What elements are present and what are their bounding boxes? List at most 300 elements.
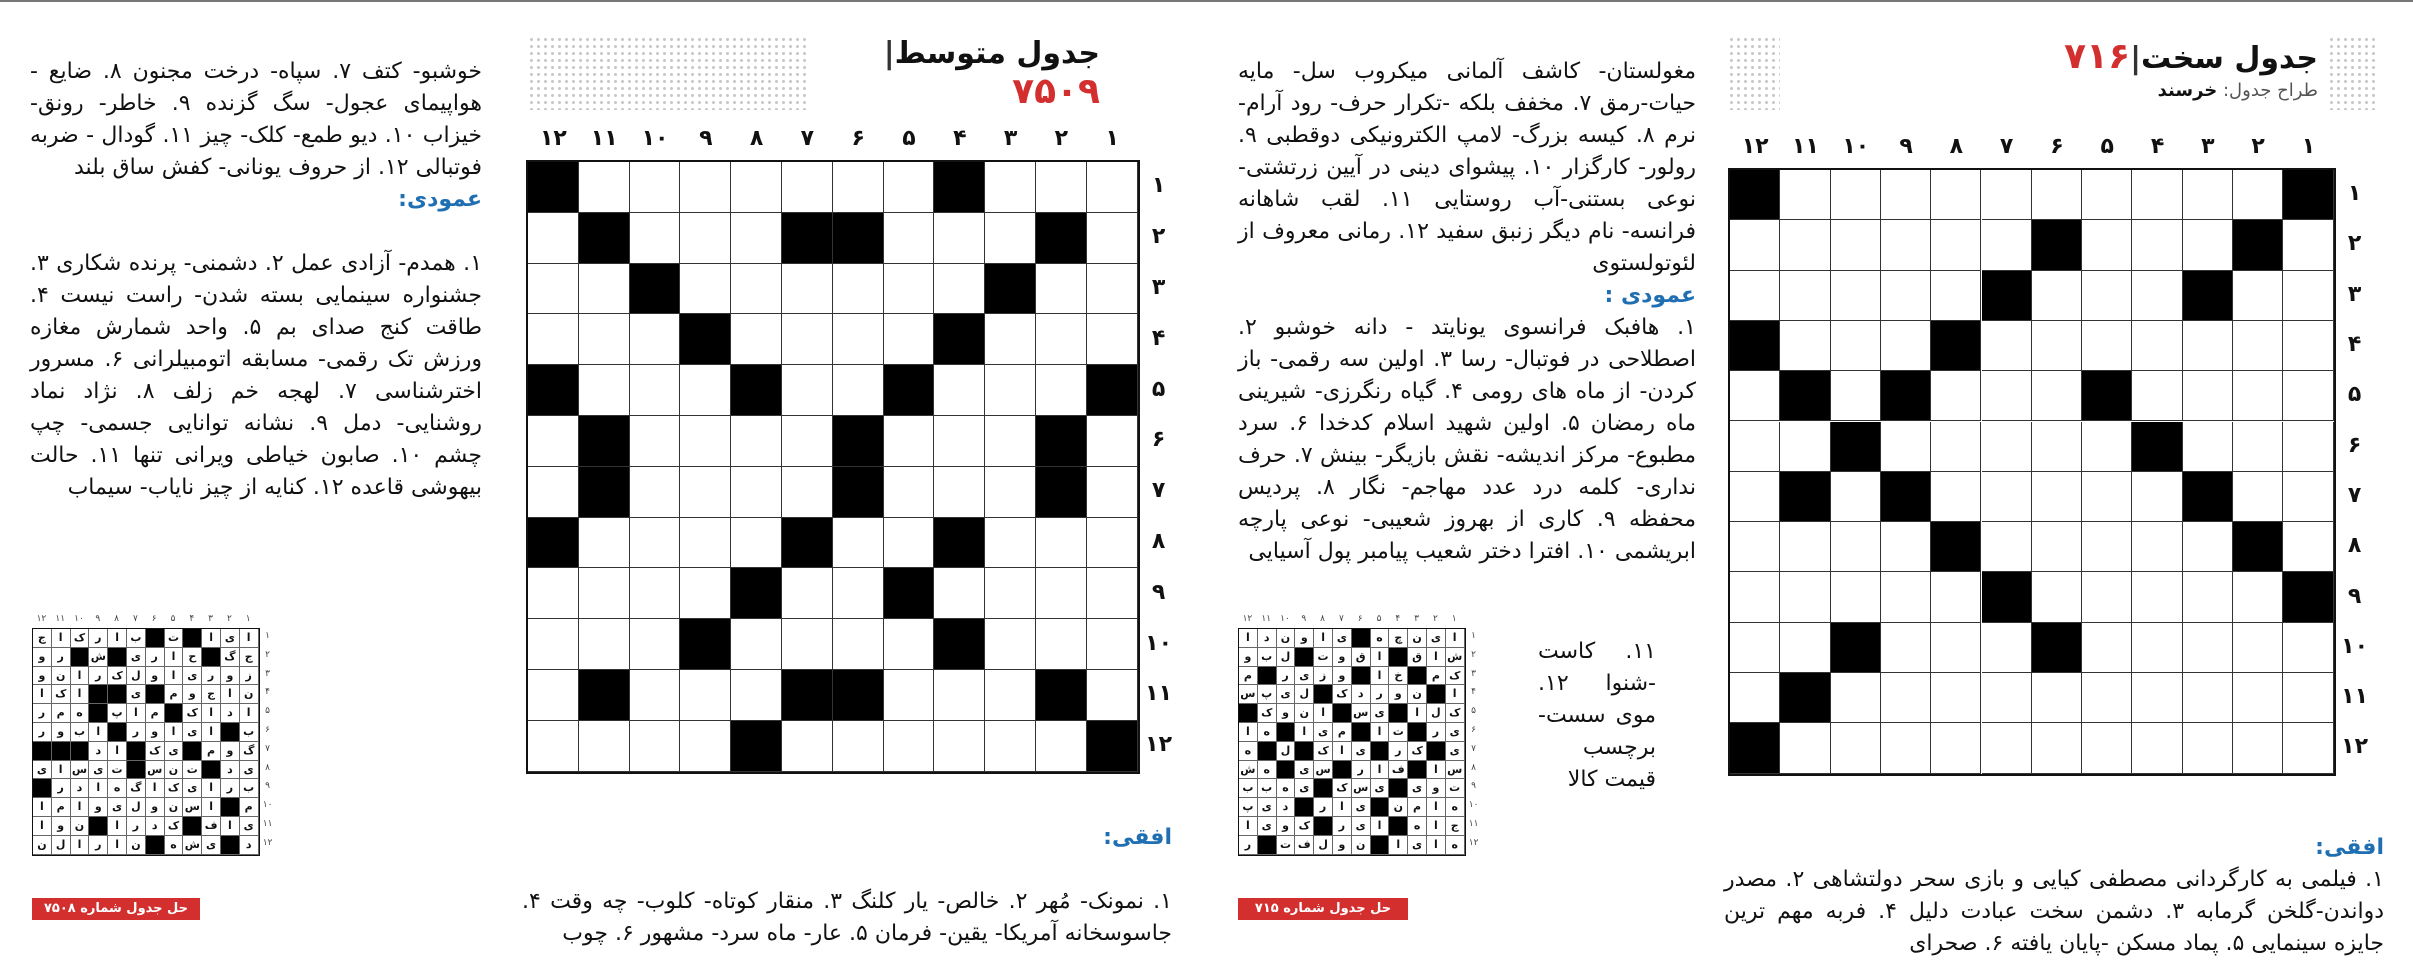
- empty-cell[interactable]: [2132, 472, 2182, 522]
- empty-cell[interactable]: [1087, 264, 1138, 315]
- solution-letter: ی: [202, 836, 221, 855]
- empty-cell[interactable]: [2132, 170, 2182, 220]
- sol_715-grid: [1238, 628, 1466, 856]
- empty-cell[interactable]: [1730, 472, 1780, 522]
- medium-continued-clues: [30, 24, 482, 504]
- medium-title-dots: [528, 36, 808, 110]
- solution-letter: ن: [240, 685, 259, 704]
- empty-cell[interactable]: [630, 670, 681, 721]
- empty-cell[interactable]: [1780, 723, 1830, 773]
- solution-black-cell: [221, 836, 240, 855]
- empty-cell[interactable]: [934, 264, 985, 315]
- empty-cell[interactable]: [2283, 422, 2333, 472]
- empty-cell[interactable]: [985, 568, 1036, 619]
- empty-cell[interactable]: [630, 213, 681, 264]
- empty-cell[interactable]: [2082, 271, 2132, 321]
- solution-letter: ر: [1352, 761, 1371, 780]
- empty-cell[interactable]: [731, 619, 782, 670]
- empty-cell[interactable]: [884, 619, 935, 670]
- empty-cell[interactable]: [1982, 321, 2032, 371]
- empty-cell[interactable]: [630, 568, 681, 619]
- solution-black-cell: [1408, 761, 1427, 780]
- empty-cell[interactable]: [1982, 220, 2032, 270]
- empty-cell[interactable]: [1982, 673, 2032, 723]
- empty-cell[interactable]: [1036, 264, 1087, 315]
- empty-cell[interactable]: [985, 162, 1036, 213]
- solution-letter: و: [1239, 648, 1258, 667]
- empty-cell[interactable]: [680, 518, 731, 569]
- empty-cell[interactable]: [1881, 572, 1931, 622]
- empty-cell[interactable]: [2082, 723, 2132, 773]
- empty-cell[interactable]: [2183, 723, 2233, 773]
- empty-cell[interactable]: [2233, 623, 2283, 673]
- solution-letter: ج: [240, 648, 259, 667]
- empty-cell[interactable]: [884, 162, 935, 213]
- empty-cell[interactable]: [782, 365, 833, 416]
- empty-cell[interactable]: [731, 518, 782, 569]
- empty-cell[interactable]: [2183, 623, 2233, 673]
- empty-cell[interactable]: [782, 467, 833, 518]
- empty-cell[interactable]: [731, 314, 782, 365]
- solution-letter: ا: [165, 648, 184, 667]
- empty-cell[interactable]: [833, 314, 884, 365]
- solution-black-cell: [183, 629, 202, 648]
- solution-letter: د: [240, 836, 259, 855]
- empty-cell[interactable]: [985, 619, 1036, 670]
- empty-cell[interactable]: [1881, 422, 1931, 472]
- empty-cell[interactable]: [1780, 220, 1830, 270]
- solution-column-number: ۱۲: [36, 614, 47, 624]
- empty-cell[interactable]: [630, 314, 681, 365]
- empty-cell[interactable]: [2132, 623, 2182, 673]
- solution-letter: ی: [1295, 779, 1314, 798]
- empty-cell[interactable]: [782, 721, 833, 772]
- empty-cell[interactable]: [2283, 321, 2333, 371]
- empty-cell[interactable]: [2082, 422, 2132, 472]
- empty-cell[interactable]: [1931, 723, 1981, 773]
- solution-black-cell: [1352, 629, 1371, 648]
- empty-cell[interactable]: [884, 721, 935, 772]
- empty-cell[interactable]: [1931, 170, 1981, 220]
- row-number: ۱۱: [2341, 684, 2369, 710]
- solution-letter: ر: [1427, 723, 1446, 742]
- empty-cell[interactable]: [2082, 321, 2132, 371]
- empty-cell[interactable]: [2233, 271, 2283, 321]
- column-number: ۱: [2301, 134, 2316, 159]
- empty-cell[interactable]: [2082, 623, 2132, 673]
- solution-letter: ی: [1295, 761, 1314, 780]
- empty-cell[interactable]: [934, 721, 985, 772]
- empty-cell[interactable]: [985, 314, 1036, 365]
- empty-cell[interactable]: [2132, 522, 2182, 572]
- empty-cell[interactable]: [680, 162, 731, 213]
- empty-cell[interactable]: [2183, 170, 2233, 220]
- empty-cell[interactable]: [1831, 472, 1881, 522]
- empty-cell[interactable]: [1931, 371, 1981, 421]
- empty-cell[interactable]: [1730, 673, 1780, 723]
- column-number: ۱۱: [1792, 134, 1819, 159]
- empty-cell[interactable]: [1730, 522, 1780, 572]
- empty-cell[interactable]: [2082, 673, 2132, 723]
- empty-cell[interactable]: [630, 518, 681, 569]
- empty-cell[interactable]: [985, 365, 1036, 416]
- empty-cell[interactable]: [579, 721, 630, 772]
- empty-cell[interactable]: [1036, 314, 1087, 365]
- empty-cell[interactable]: [2183, 673, 2233, 723]
- empty-cell[interactable]: [630, 365, 681, 416]
- column-number: ۳: [2201, 134, 2215, 159]
- empty-cell[interactable]: [1831, 522, 1881, 572]
- solution-black-cell: [221, 723, 240, 742]
- empty-cell[interactable]: [1036, 619, 1087, 670]
- empty-cell[interactable]: [1881, 321, 1931, 371]
- empty-cell[interactable]: [934, 365, 985, 416]
- solution-letter: ن: [71, 817, 90, 836]
- empty-cell[interactable]: [2283, 220, 2333, 270]
- empty-cell[interactable]: [579, 264, 630, 315]
- empty-cell[interactable]: [1881, 271, 1931, 321]
- empty-cell[interactable]: [2032, 170, 2082, 220]
- empty-cell[interactable]: [630, 162, 681, 213]
- empty-cell[interactable]: [1982, 623, 2032, 673]
- empty-cell[interactable]: [630, 619, 681, 670]
- empty-cell[interactable]: [2132, 220, 2182, 270]
- empty-cell[interactable]: [1036, 568, 1087, 619]
- empty-cell[interactable]: [2283, 723, 2333, 773]
- empty-cell[interactable]: [1087, 314, 1138, 365]
- empty-cell[interactable]: [985, 213, 1036, 264]
- empty-cell[interactable]: [833, 721, 884, 772]
- empty-cell[interactable]: [528, 264, 579, 315]
- empty-cell[interactable]: [985, 416, 1036, 467]
- empty-cell[interactable]: [1982, 170, 2032, 220]
- solution-letter: ب: [1258, 779, 1277, 798]
- empty-cell[interactable]: [680, 264, 731, 315]
- solution-letter: ی: [240, 761, 259, 780]
- empty-cell[interactable]: [1831, 572, 1881, 622]
- solution-letter: ی: [33, 761, 52, 780]
- empty-cell[interactable]: [1730, 623, 1780, 673]
- empty-cell[interactable]: [782, 568, 833, 619]
- empty-cell[interactable]: [1036, 365, 1087, 416]
- empty-cell[interactable]: [2032, 371, 2082, 421]
- empty-cell[interactable]: [731, 670, 782, 721]
- empty-cell[interactable]: [1881, 623, 1931, 673]
- solution-column-number: ۸: [1320, 614, 1325, 624]
- empty-cell[interactable]: [630, 721, 681, 772]
- empty-cell[interactable]: [528, 213, 579, 264]
- empty-cell[interactable]: [2132, 321, 2182, 371]
- solution-column-number: ۲: [1432, 614, 1438, 624]
- empty-cell[interactable]: [1831, 170, 1881, 220]
- empty-cell[interactable]: [2233, 673, 2283, 723]
- empty-cell[interactable]: [884, 416, 935, 467]
- solution-letter: ر: [1333, 817, 1352, 836]
- solution-letter: ا: [89, 723, 108, 742]
- empty-cell[interactable]: [1881, 673, 1931, 723]
- empty-cell[interactable]: [2082, 170, 2132, 220]
- column-number: ۴: [953, 126, 967, 151]
- empty-cell[interactable]: [1982, 723, 2032, 773]
- solution-row-number: ۶: [265, 725, 271, 735]
- solution-letter: ی: [183, 779, 202, 798]
- column-number: ۲: [1054, 126, 1069, 151]
- hard-title-dots: [1728, 36, 1780, 110]
- empty-cell[interactable]: [1931, 572, 1981, 622]
- empty-cell[interactable]: [2032, 522, 2082, 572]
- empty-cell[interactable]: [1881, 170, 1931, 220]
- empty-cell[interactable]: [630, 416, 681, 467]
- black-cell: [1831, 422, 1881, 472]
- empty-cell[interactable]: [731, 213, 782, 264]
- empty-cell[interactable]: [985, 467, 1036, 518]
- empty-cell[interactable]: [680, 213, 731, 264]
- empty-cell[interactable]: [2082, 220, 2132, 270]
- empty-cell[interactable]: [1831, 723, 1881, 773]
- solution-black-cell: [127, 761, 146, 780]
- solution-letter: ش: [183, 836, 202, 855]
- empty-cell[interactable]: [2283, 623, 2333, 673]
- empty-cell[interactable]: [2183, 422, 2233, 472]
- empty-cell[interactable]: [985, 721, 1036, 772]
- empty-cell[interactable]: [2283, 522, 2333, 572]
- empty-cell[interactable]: [1831, 271, 1881, 321]
- empty-cell[interactable]: [579, 314, 630, 365]
- empty-cell[interactable]: [2233, 723, 2283, 773]
- solution-black-cell: [221, 798, 240, 817]
- empty-cell[interactable]: [884, 314, 935, 365]
- empty-cell[interactable]: [1881, 723, 1931, 773]
- empty-cell[interactable]: [528, 467, 579, 518]
- empty-cell[interactable]: [528, 568, 579, 619]
- empty-cell[interactable]: [1780, 522, 1830, 572]
- empty-cell[interactable]: [579, 162, 630, 213]
- empty-cell[interactable]: [1982, 472, 2032, 522]
- empty-cell[interactable]: [2032, 472, 2082, 522]
- solution-column-number: ۱۰: [74, 614, 84, 624]
- empty-cell[interactable]: [2183, 220, 2233, 270]
- empty-cell[interactable]: [1087, 213, 1138, 264]
- empty-cell[interactable]: [2082, 472, 2132, 522]
- empty-cell[interactable]: [1931, 271, 1981, 321]
- solution-letter: ی: [1352, 817, 1371, 836]
- empty-cell[interactable]: [528, 619, 579, 670]
- empty-cell[interactable]: [1831, 673, 1881, 723]
- empty-cell[interactable]: [2082, 572, 2132, 622]
- empty-cell[interactable]: [2183, 371, 2233, 421]
- empty-cell[interactable]: [680, 721, 731, 772]
- empty-cell[interactable]: [1730, 371, 1780, 421]
- solution-letter: د: [1277, 798, 1296, 817]
- empty-cell[interactable]: [2233, 572, 2283, 622]
- empty-cell[interactable]: [579, 619, 630, 670]
- empty-cell[interactable]: [1087, 568, 1138, 619]
- empty-cell[interactable]: [630, 467, 681, 518]
- empty-cell[interactable]: [1087, 416, 1138, 467]
- medium-across-text: ۱. نمونک- مُهر ۲. خالص- یار کلنگ ۳. منقار کوتاه- کلوب- چه وقت ۴. جاسوسخانه آمریکا- یقین- فرمان ۵. عار- ماه سرد- مشهور ۶. چوب: [522, 889, 1172, 946]
- empty-cell[interactable]: [1087, 162, 1138, 213]
- solution-letter: ا: [202, 798, 221, 817]
- solution-letter: ر: [202, 667, 221, 686]
- empty-cell[interactable]: [1087, 619, 1138, 670]
- empty-cell[interactable]: [2183, 522, 2233, 572]
- empty-cell[interactable]: [731, 264, 782, 315]
- empty-cell[interactable]: [2183, 321, 2233, 371]
- solution-letter: ک: [165, 817, 184, 836]
- empty-cell[interactable]: [985, 518, 1036, 569]
- solution-letter: ا: [108, 742, 127, 761]
- empty-cell[interactable]: [782, 264, 833, 315]
- solution-letter: ا: [202, 704, 221, 723]
- solution-column-number: ۱۱: [55, 614, 66, 624]
- empty-cell[interactable]: [934, 670, 985, 721]
- empty-cell[interactable]: [1780, 422, 1830, 472]
- empty-cell[interactable]: [884, 518, 935, 569]
- solution-letter: ن: [165, 761, 184, 780]
- empty-cell[interactable]: [2183, 572, 2233, 622]
- solution-letter: و: [89, 798, 108, 817]
- empty-cell[interactable]: [833, 264, 884, 315]
- empty-cell[interactable]: [833, 568, 884, 619]
- empty-cell[interactable]: [1831, 220, 1881, 270]
- empty-cell[interactable]: [1881, 220, 1931, 270]
- empty-cell[interactable]: [1831, 371, 1881, 421]
- solution-black-cell: [33, 742, 52, 761]
- empty-cell[interactable]: [2132, 572, 2182, 622]
- empty-cell[interactable]: [2032, 572, 2082, 622]
- empty-cell[interactable]: [934, 568, 985, 619]
- empty-cell[interactable]: [1931, 472, 1981, 522]
- empty-cell[interactable]: [680, 568, 731, 619]
- empty-cell[interactable]: [884, 213, 935, 264]
- empty-cell[interactable]: [731, 162, 782, 213]
- empty-cell[interactable]: [1982, 522, 2032, 572]
- empty-cell[interactable]: [782, 162, 833, 213]
- solution-letter: گ: [221, 648, 240, 667]
- column-number: ۵: [902, 126, 916, 151]
- empty-cell[interactable]: [2032, 673, 2082, 723]
- empty-cell[interactable]: [1931, 220, 1981, 270]
- empty-cell[interactable]: [2032, 321, 2082, 371]
- empty-cell[interactable]: [1982, 422, 2032, 472]
- empty-cell[interactable]: [884, 264, 935, 315]
- empty-cell[interactable]: [1730, 422, 1780, 472]
- empty-cell[interactable]: [680, 467, 731, 518]
- empty-cell[interactable]: [934, 416, 985, 467]
- empty-cell[interactable]: [782, 416, 833, 467]
- empty-cell[interactable]: [2233, 422, 2283, 472]
- empty-cell[interactable]: [1831, 321, 1881, 371]
- empty-cell[interactable]: [782, 619, 833, 670]
- empty-cell[interactable]: [2032, 422, 2082, 472]
- empty-cell[interactable]: [833, 162, 884, 213]
- solution-letter: ب: [71, 723, 90, 742]
- solution-black-cell: [1239, 704, 1258, 723]
- empty-cell[interactable]: [579, 568, 630, 619]
- empty-cell[interactable]: [1036, 518, 1087, 569]
- empty-cell[interactable]: [2233, 472, 2283, 522]
- solution-black-cell: [1258, 742, 1277, 761]
- empty-cell[interactable]: [680, 670, 731, 721]
- empty-cell[interactable]: [884, 670, 935, 721]
- empty-cell[interactable]: [1780, 321, 1830, 371]
- empty-cell[interactable]: [1931, 673, 1981, 723]
- empty-cell[interactable]: [579, 365, 630, 416]
- empty-cell[interactable]: [833, 619, 884, 670]
- empty-cell[interactable]: [985, 670, 1036, 721]
- empty-cell[interactable]: [528, 416, 579, 467]
- solution-column-number: ۱۱: [1261, 614, 1272, 624]
- empty-cell[interactable]: [884, 467, 935, 518]
- empty-cell[interactable]: [2132, 723, 2182, 773]
- empty-cell[interactable]: [2283, 472, 2333, 522]
- solution-letter: ک: [183, 704, 202, 723]
- solution-row-number: ۴: [1471, 687, 1477, 698]
- empty-cell[interactable]: [1780, 271, 1830, 321]
- empty-cell[interactable]: [1036, 721, 1087, 772]
- empty-cell[interactable]: [934, 467, 985, 518]
- black-cell: [579, 213, 630, 264]
- empty-cell[interactable]: [528, 721, 579, 772]
- empty-cell[interactable]: [2032, 271, 2082, 321]
- empty-cell[interactable]: [1931, 422, 1981, 472]
- empty-cell[interactable]: [2233, 170, 2283, 220]
- empty-cell[interactable]: [2132, 271, 2182, 321]
- solution-letter: ک: [108, 667, 127, 686]
- empty-cell[interactable]: [1881, 522, 1931, 572]
- empty-cell[interactable]: [1730, 220, 1780, 270]
- empty-cell[interactable]: [1087, 467, 1138, 518]
- empty-cell[interactable]: [2283, 673, 2333, 723]
- empty-cell[interactable]: [1036, 162, 1087, 213]
- empty-cell[interactable]: [1780, 170, 1830, 220]
- empty-cell[interactable]: [1730, 572, 1780, 622]
- empty-cell[interactable]: [1780, 623, 1830, 673]
- empty-cell[interactable]: [1982, 371, 2032, 421]
- empty-cell[interactable]: [1087, 670, 1138, 721]
- empty-cell[interactable]: [2032, 723, 2082, 773]
- empty-cell[interactable]: [680, 365, 731, 416]
- empty-cell[interactable]: [1931, 623, 1981, 673]
- row-number: ۴: [2347, 332, 2362, 358]
- empty-cell[interactable]: [833, 518, 884, 569]
- empty-cell[interactable]: [2283, 271, 2333, 321]
- empty-cell[interactable]: [2283, 371, 2333, 421]
- solution-letter: ک: [1408, 742, 1427, 761]
- empty-cell[interactable]: [1780, 572, 1830, 622]
- solution-letter: ش: [89, 648, 108, 667]
- empty-cell[interactable]: [833, 365, 884, 416]
- empty-cell[interactable]: [2082, 522, 2132, 572]
- empty-cell[interactable]: [579, 518, 630, 569]
- empty-cell[interactable]: [2132, 371, 2182, 421]
- solution-letter: ن: [1408, 629, 1427, 648]
- empty-cell[interactable]: [2132, 673, 2182, 723]
- empty-cell[interactable]: [934, 213, 985, 264]
- empty-cell[interactable]: [782, 314, 833, 365]
- empty-cell[interactable]: [731, 467, 782, 518]
- empty-cell[interactable]: [2233, 321, 2283, 371]
- empty-cell[interactable]: [1087, 518, 1138, 569]
- empty-cell[interactable]: [731, 416, 782, 467]
- empty-cell[interactable]: [680, 416, 731, 467]
- empty-cell[interactable]: [1730, 271, 1780, 321]
- solution-letter: ا: [1314, 704, 1333, 723]
- empty-cell[interactable]: [528, 314, 579, 365]
- empty-cell[interactable]: [528, 670, 579, 721]
- solution-letter: ب: [127, 629, 146, 648]
- empty-cell[interactable]: [2233, 371, 2283, 421]
